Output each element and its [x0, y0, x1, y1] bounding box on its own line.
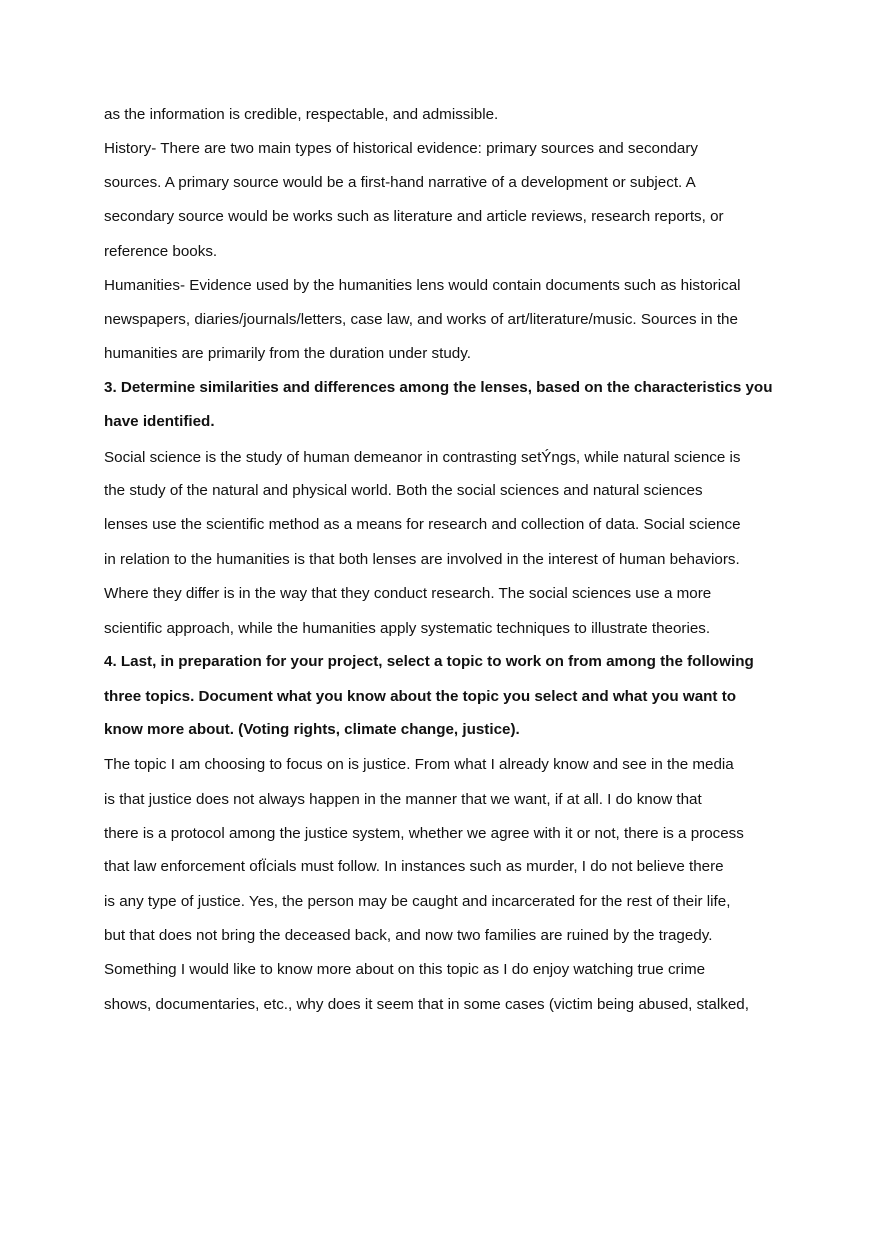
text-line: but that does not bring the deceased back, and now two families are ruined by the tragedy. [104, 927, 713, 944]
question-heading: have identified. [104, 413, 215, 430]
text-line: Social science is the study of human demeanor in contrasting setÝngs, while natural science is [104, 449, 741, 466]
text-line: the study of the natural and physical world. Both the social sciences and natural sciences [104, 482, 703, 499]
text-line: scientific approach, while the humanities apply systematic techniques to illustrate theories. [104, 620, 711, 637]
text-line: Where they differ is in the way that they conduct research. The social sciences use a more [104, 585, 712, 602]
text-line: as the information is credible, respectable, and admissible. [104, 106, 499, 123]
question-heading: 3. Determine similarities and differences among the lenses, based on the characteristics you [104, 379, 773, 396]
text-line: Humanities- Evidence used by the humanities lens would contain documents such as historical [104, 277, 741, 294]
text-line: lenses use the scientific method as a means for research and collection of data. Social science [104, 516, 741, 533]
text-line: sources. A primary source would be a first-hand narrative of a development or subject. A [104, 174, 696, 191]
text-line: is that justice does not always happen in the manner that we want, if at all. I do know that [104, 791, 702, 808]
text-line: is any type of justice. Yes, the person may be caught and incarcerated for the rest of their life, [104, 893, 731, 910]
text-line: secondary source would be works such as literature and article reviews, research reports, or [104, 208, 724, 225]
text-line: reference books. [104, 243, 218, 260]
text-line: there is a protocol among the justice system, whether we agree with it or not, there is a process [104, 825, 744, 842]
text-line: that law enforcement ofÏcials must follow. In instances such as murder, I do not believe there [104, 858, 724, 875]
text-line: newspapers, diaries/journals/letters, case law, and works of art/literature/music. Sources in the [104, 311, 738, 328]
text-line: humanities are primarily from the duration under study. [104, 345, 471, 362]
text-line: Something I would like to know more about on this topic as I do enjoy watching true crime [104, 961, 706, 978]
text-line: shows, documentaries, etc., why does it seem that in some cases (victim being abused, stalked, [104, 996, 749, 1013]
text-line: in relation to the humanities is that both lenses are involved in the interest of human behaviors. [104, 551, 740, 568]
question-heading: three topics. Document what you know about the topic you select and what you want to [104, 688, 737, 705]
text-line: The topic I am choosing to focus on is justice. From what I already know and see in the media [104, 756, 734, 773]
text-line: History- There are two main types of historical evidence: primary sources and secondary [104, 140, 698, 157]
question-heading: 4. Last, in preparation for your project, select a topic to work on from among the following [104, 653, 754, 670]
question-heading: know more about. (Voting rights, climate change, justice). [104, 721, 520, 738]
